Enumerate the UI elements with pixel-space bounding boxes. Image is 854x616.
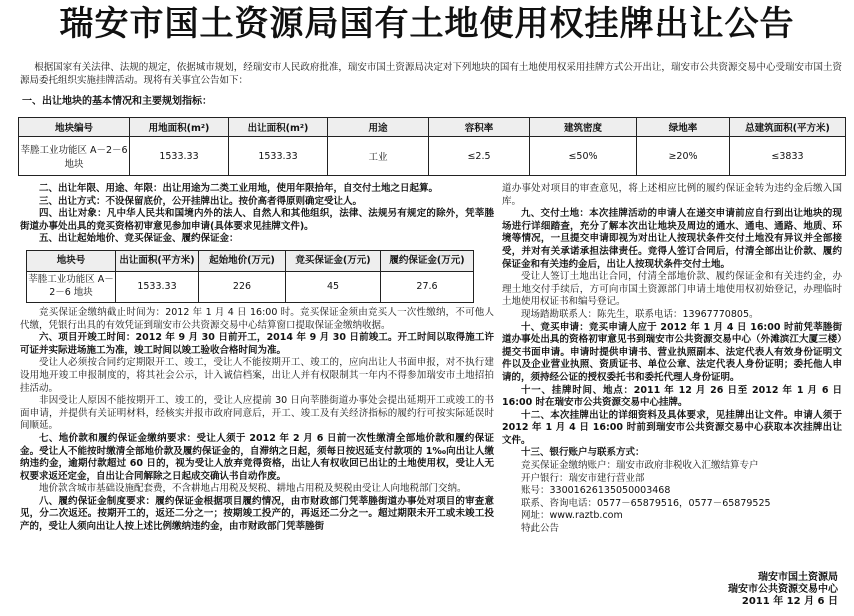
schedule-paragraph: 受让人必须按合同约定期限开工、竣工，受让人不能按期开工、竣工的，应向出让人书面申报，对不执行建设用地开竣工申报制度的，将其社会公示，计入诚信档案，出让人并有权限制其一年内不得参加瑞安市土地招拍挂活动。 [20,357,494,394]
table-header-cell: 绿地率 [637,118,730,137]
bank-account: 竞买保证金缴纳账户：瑞安市政府非税收入汇缴结算专户 [521,460,759,472]
section-4: 四、出让对象：凡中华人民共和国境内外的法人、自然人和其他组织，法律、法规另有规定的除外，凭莘塍街道办事处出具的竞买资格初审意见参加申请(具体要求见挂牌文件)。 [20,208,494,232]
site-contact: 现场踏勘联系人：陈先生，联系电话：13967770805。 [521,308,759,320]
table-header-cell: 出让面积(平方米) [116,250,199,271]
table-cell: 27.6 [381,271,474,302]
table-header-cell: 起始地价(万元) [199,250,286,271]
section-13-heading: 十三、银行账户与联系方式： [521,447,645,459]
table-header-cell: 出让面积(m²) [229,118,328,137]
table-row [19,137,846,176]
section-10: 十、竞买申请：竞买申请人应于 2012 年 1 月 4 日 16:00 时前凭莘塍街道办事处出具的资格初审意见书到瑞安市公共资源交易中心（外滩滨江大厦三楼）提交书面申请。申请时提供申请书、营业执照副本、法定代表人有效身份证明文件以及企业营业执照、资质证书、单位公章、法定代表人身份证明；委托他人申请的，须持经公证的授权委托书和委托代理人身份证明。 [502,321,842,383]
table-cell: 莘塍工业功能区 A－2－6 地块 [19,137,130,176]
table-row [27,271,474,302]
table-header-cell: 用途 [328,118,429,137]
section-8: 八、履约保证金制度要求：履约保证金根据项目履约情况，由市财政部门凭莘塍街道办事处对项目的审查意见，分二次返还。按期开工的，返还二分之一；按期竣工投产的，再返还二分之一。超过期限未开工或未竣工投产的，受让人须向出让人按上述比例缴纳违约金，由市财政部门凭莘塍街 [20,495,494,533]
issuer-bureau: 瑞安市国土资源局 [758,572,838,583]
table-cell: ≤3833 [730,137,846,176]
price-table [26,250,474,303]
table-header-cell: 履约保证金(万元) [381,250,474,271]
account-number: 账号：33001626135050003468 [521,485,671,497]
section-1-heading: 一、出让地块的基本情况和主要规划指标： [22,96,212,107]
website: 网址：www.raztb.com [521,510,623,522]
section-7: 七、地价款和履约保证金缴纳要求：受让人须于 2012 年 2 月 6 日前一次性缴清全部地价款和履约保证金。受让人不能按时缴清全部地价款及履约保证金的，自滞纳之日起，须每日按迟延支付款项的 1‰向出让人缴纳违约金，逾期付款超过 60 日的，视为受让人放弃竞得资格，出让人有权收回已出让的土地使用权，受让人无权要求返还定金，自出让合同解除之日起成交确认书自动作废。 [20,432,494,482]
table-header-cell: 容积率 [429,118,530,137]
table-cell: 45 [286,271,381,302]
table-cell: 1533.33 [116,271,199,302]
issue-date: 2011 年 12 月 6 日 [741,596,838,607]
section-11: 十一、挂牌时间、地点：2011 年 12 月 26 日至 2012 年 1 月 6 日 16:00 时在瑞安市公共资源交易中心挂牌。 [502,384,842,409]
section-12: 十二、本次挂牌出让的详细资料及具体要求，见挂牌出让文件。申请人须于 2012 年 1 月 4 日 16:00 时前到瑞安市公共资源交易中心获取本次挂牌出让文件。 [502,409,842,446]
table-cell: ≤50% [530,137,637,176]
table-cell: ≥20% [637,137,730,176]
issuer-center: 瑞安市公共资源交易中心 [728,584,838,595]
table-header-cell: 竞买保证金(万元) [286,250,381,271]
table-header-cell: 总建筑面积(平方米) [730,118,846,137]
table-header-cell: 地块编号 [19,118,130,137]
parcel-info-table [18,117,846,176]
signature-block [728,572,838,608]
section-2: 二、出让年限、用途、年限：出让用途为二类工业用地，使用年限拾年，自交付土地之日起算。 [39,183,439,194]
table-cell: 1533.33 [130,137,229,176]
section-8-continued: 道办事处对项目的审查意见，将上述相应比例的履约保证金转为违约金后缴入国库。 [502,183,842,207]
section-6: 六、项目开竣工时间：2012 年 9 月 30 日前开工，2014 年 9 月 30 日前竣工。开工时间以取得施工许可证并实际进场施工为准，竣工时间以竣工验收合格时间为准。 [20,332,494,356]
table-cell: 1533.33 [229,137,328,176]
right-column [502,183,842,536]
table-cell: 226 [199,271,286,302]
bank-name: 开户银行：瑞安市建行营业部 [521,472,645,484]
land-registration-paragraph: 受让人签订土地出让合同，付清全部地价款、履约保证金和有关违约金，办理土地交付手续后，方可向市国土资源部门申请土地使用权初始登记，办理临时土地使用权证书和编号登记。 [502,271,842,308]
intro-paragraph: 根据国家有关法律、法规的规定，依据城市规划，经瑞安市人民政府批准，瑞安市国土资源局决定对下列地块的国有土地使用权采用挂牌方式公开出让，瑞安市公共资源交易中心受瑞安市国土资源局委托组织实施挂牌活动。现将有关事宜公告如下： [20,62,842,86]
table-header-cell: 用地面积(m²) [130,118,229,137]
tax-paragraph: 地价款含城市基础设施配套费，不含耕地占用税及契税、耕地占用税及契税由受让人向地税部门交纳。 [39,483,467,495]
closing-line: 特此公告 [521,523,560,535]
contact-phone: 联系、咨询电话：0577－65879516，0577－65879525 [521,497,771,509]
section-3: 三、出让方式：不设保留底价，公开挂牌出让。按价高者得原则确定受让人。 [39,195,363,207]
table-cell: 莘塍工业功能区 A－2－6 地块 [27,271,116,302]
table-cell: 工业 [328,137,429,176]
table-header-cell: 地块号 [27,250,116,271]
table-header-row [27,250,474,271]
section-9: 九、交付土地：本次挂牌活动的申请人在递交申请前应自行到出让地块的现场进行详细踏查，充分了解本次出让地块及周边的通水、通电、通路、地质、环境等情况，一旦提交申请即视为对出让人按现状条件交付土地没有异议并全部接受，并对有关承诺承担法律责任。竞得人签订合同后，付清全部出让价款、履约保证金和有关违约金后，出让人按现状条件交付土地。 [502,208,842,270]
section-5-heading: 五、出让起始地价、竞买保证金、履约保证金： [39,233,239,245]
left-column [20,183,494,534]
table-cell: ≤2.5 [429,137,530,176]
delay-paragraph: 非因受让人原因不能按期开工、竣工的，受让人应提前 30 日向莘塍街道办事处会提出延期开工或竣工的书面申请，并提供有关证明材料，经核实并报市政府同意后，开工、竣工及有关经济指标的履约行可按实际延误时间顺延。 [20,395,494,432]
table-header-cell: 建筑密度 [530,118,637,137]
table-header-row [19,118,846,137]
page-title: 瑞安市国土资源局国有土地使用权挂牌出让公告 [59,4,795,44]
deposit-deadline-paragraph: 竞买保证金缴纳截止时间为：2012 年 1 月 4 日 16:00 时。竞买保证金须由竞买人一次性缴纳，不可他人代缴，凭银行出具的有效凭证到瑞安市公共资源交易中心结算窗口提取保证金缴纳收据。 [20,306,494,331]
